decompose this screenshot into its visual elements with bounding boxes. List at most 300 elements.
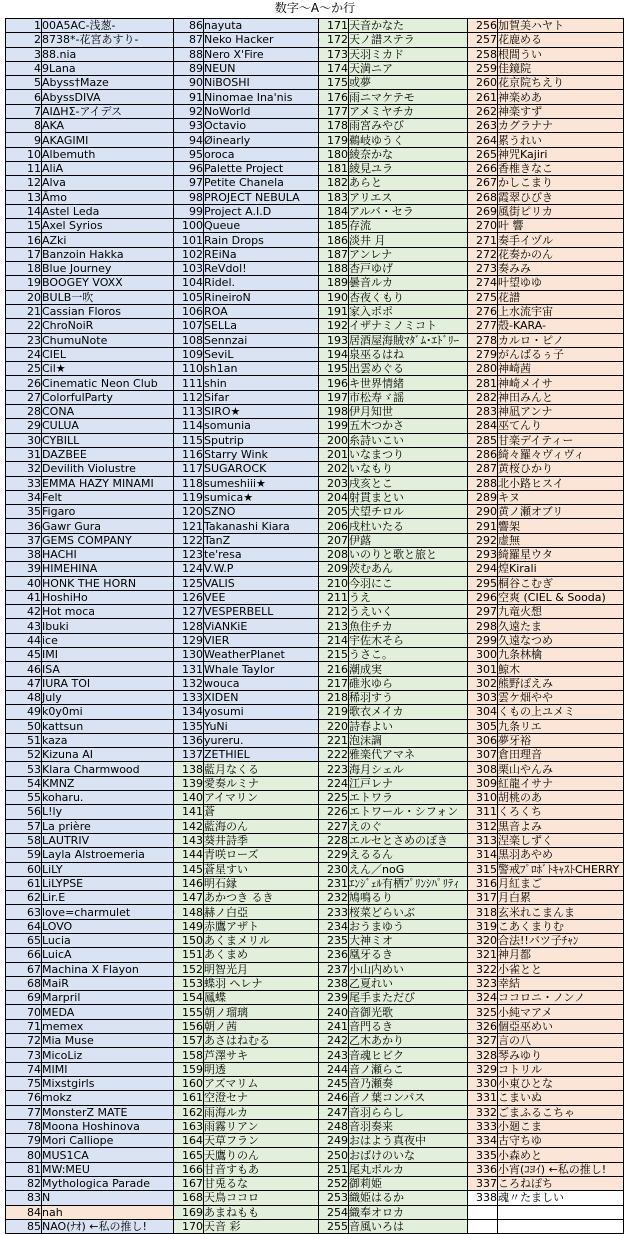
entry-name: おうまゆう xyxy=(349,919,468,933)
entry-name: Devilith Violustre xyxy=(42,462,174,476)
entry-name: 言の八 xyxy=(498,1034,624,1048)
table-row xyxy=(6,533,624,547)
entry-name: こまいぬ xyxy=(498,1091,624,1105)
entry-name: Hot moca xyxy=(42,605,174,619)
entry-name: 乙夏れい xyxy=(349,976,468,990)
entry-number: 2 xyxy=(6,33,42,47)
entry-number: 20 xyxy=(6,290,42,304)
table-row xyxy=(6,319,624,333)
table-row xyxy=(6,791,624,805)
entry-number: 73 xyxy=(6,1048,42,1062)
entry-number: 46 xyxy=(6,662,42,676)
entry-name: 小雀とと xyxy=(498,962,624,976)
entry-number: 314 xyxy=(468,848,498,862)
table-row xyxy=(6,447,624,461)
entry-number: 70 xyxy=(6,1005,42,1019)
entry-name: 叶 響 xyxy=(498,219,624,233)
entry-number: 108 xyxy=(174,333,204,347)
entry-name: 空爽 (CIEL & Sooda) xyxy=(498,590,624,604)
table-row xyxy=(6,219,624,233)
entry-number: 132 xyxy=(174,676,204,690)
entry-name: VIER xyxy=(204,633,319,647)
table-row xyxy=(6,976,624,990)
entry-number: 301 xyxy=(468,662,498,676)
entry-name: 空澄セナ xyxy=(204,1091,319,1105)
entry-name: HACHI xyxy=(42,547,174,561)
entry-name: Cinematic Neon Club xyxy=(42,376,174,390)
entry-name: 甘音すもあ xyxy=(204,1162,319,1176)
entry-number: 327 xyxy=(468,1034,498,1048)
entry-name: SELLa xyxy=(204,319,319,333)
entry-name: 朝ノ瑠璃 xyxy=(204,1005,319,1019)
entry-number: 229 xyxy=(319,848,349,862)
entry-name: VEE xyxy=(204,590,319,604)
entry-name: 奏みみ xyxy=(498,262,624,276)
table-row xyxy=(6,576,624,590)
table-row xyxy=(6,376,624,390)
entry-number: 265 xyxy=(468,147,498,161)
entry-number: 226 xyxy=(319,805,349,819)
entry-number: 3 xyxy=(6,47,42,61)
entry-name: 天鷹りのん xyxy=(204,1148,319,1162)
entry-number: 261 xyxy=(468,90,498,104)
entry-name: Cassian Floros xyxy=(42,304,174,318)
entry-name: ｴﾝｼﾞｪﾙ有栖ﾌﾟﾘﾝｼﾊﾟﾘﾃｨ xyxy=(349,876,468,890)
entry-number: 165 xyxy=(174,1148,204,1162)
entry-number: 270 xyxy=(468,219,498,233)
entry-number: 318 xyxy=(468,905,498,919)
entry-name: 上水流宇宙 xyxy=(498,304,624,318)
entry-number: 34 xyxy=(6,490,42,504)
entry-name: カルロ・ピノ xyxy=(498,333,624,347)
entry-name: 巫てんり xyxy=(498,419,624,433)
entry-name: Āmo xyxy=(42,190,174,204)
entry-number: 100 xyxy=(174,219,204,233)
entry-number: 315 xyxy=(468,862,498,876)
entry-number: 167 xyxy=(174,1177,204,1191)
entry-number: 13 xyxy=(6,190,42,204)
entry-number: 204 xyxy=(319,490,349,504)
entry-name: 花奏かのん xyxy=(498,247,624,261)
entry-name: 神楽すず xyxy=(498,104,624,118)
entry-name: 杏夜くもり xyxy=(349,290,468,304)
entry-number: 156 xyxy=(174,1019,204,1033)
entry-name: ice xyxy=(42,633,174,647)
table-row xyxy=(6,1091,624,1105)
entry-number: 125 xyxy=(174,576,204,590)
entry-name: 綺々羅々ヴィヴィ xyxy=(498,447,624,461)
entry-name: N xyxy=(42,1191,174,1205)
entry-number: 22 xyxy=(6,319,42,333)
entry-number: 87 xyxy=(174,33,204,47)
entry-name: LOVO xyxy=(42,919,174,933)
table-row xyxy=(6,733,624,747)
entry-name: Banzoin Hakka xyxy=(42,247,174,261)
entry-name: 宇佐木そら xyxy=(349,633,468,647)
entry-number: 58 xyxy=(6,833,42,847)
entry-name: Felt xyxy=(42,490,174,504)
entry-number: 101 xyxy=(174,233,204,247)
entry-number: 31 xyxy=(6,447,42,461)
entry-number: 331 xyxy=(468,1091,498,1105)
entry-name: 存流 xyxy=(349,219,468,233)
entry-number: 238 xyxy=(319,976,349,990)
entry-number: 48 xyxy=(6,690,42,704)
entry-number: 11 xyxy=(6,161,42,175)
entry-name: ΑΙΔΗΣ-アイデス xyxy=(42,104,174,118)
entry-number: 321 xyxy=(468,948,498,962)
entry-number: 36 xyxy=(6,519,42,533)
table-row xyxy=(6,147,624,161)
entry-number: 129 xyxy=(174,633,204,647)
table-row xyxy=(6,1177,624,1191)
entry-number: 26 xyxy=(6,376,42,390)
entry-name: 音門るき xyxy=(349,1019,468,1033)
entry-number: 203 xyxy=(319,476,349,490)
entry-number: 280 xyxy=(468,362,498,376)
entry-name: sumeshiii★ xyxy=(204,476,319,490)
entry-number: 96 xyxy=(174,161,204,175)
entry-number: 112 xyxy=(174,390,204,404)
entry-name: 織奉オロカ xyxy=(349,1205,468,1219)
entry-number: 80 xyxy=(6,1148,42,1162)
entry-number: 246 xyxy=(319,1091,349,1105)
entry-name: 凰牙るき xyxy=(349,948,468,962)
table-row xyxy=(6,204,624,218)
entry-number: 333 xyxy=(468,1119,498,1133)
table-row xyxy=(6,748,624,762)
entry-number: 84 xyxy=(6,1205,42,1219)
entry-name: キ世界情緒 xyxy=(349,376,468,390)
entry-number: 214 xyxy=(319,633,349,647)
table-row xyxy=(6,76,624,90)
entry-name: Moona Hoshinova xyxy=(42,1119,174,1133)
entry-name: Mythologica Parade xyxy=(42,1177,174,1191)
entry-number: 38 xyxy=(6,547,42,561)
entry-name: 神崎茜 xyxy=(498,362,624,376)
table-row xyxy=(6,547,624,561)
entry-number: 5 xyxy=(6,76,42,90)
entry-number: 147 xyxy=(174,891,204,905)
entry-name: AKAGIMI xyxy=(42,133,174,147)
entry-name: 涅楽しずく xyxy=(498,833,624,847)
entry-number: 215 xyxy=(319,648,349,662)
entry-number: 42 xyxy=(6,605,42,619)
entry-name: memex xyxy=(42,1019,174,1033)
entry-name: Palette Project xyxy=(204,161,319,175)
entry-number: 245 xyxy=(319,1076,349,1090)
entry-number: 124 xyxy=(174,562,204,576)
entry-name: 歌衣メイカ xyxy=(349,705,468,719)
entry-name: 天満ニア xyxy=(349,61,468,75)
entry-number: 194 xyxy=(319,347,349,361)
entry-number: 172 xyxy=(319,33,349,47)
entry-name: 音羽ららし xyxy=(349,1105,468,1119)
entry-name: 雅楽代アマネ xyxy=(349,748,468,762)
entry-name xyxy=(498,1205,624,1219)
entry-number: 323 xyxy=(468,976,498,990)
entry-name: 愛奏ルミナ xyxy=(204,776,319,790)
entry-name: くもの上ユメミ xyxy=(498,705,624,719)
entry-number: 278 xyxy=(468,333,498,347)
entry-name: ROA xyxy=(204,304,319,318)
table-row xyxy=(6,962,624,976)
entry-name: nayuta xyxy=(204,19,319,33)
entry-number: 289 xyxy=(468,490,498,504)
entry-number: 240 xyxy=(319,1005,349,1019)
entry-name: 甘兎るな xyxy=(204,1177,319,1191)
entry-number: 236 xyxy=(319,948,349,962)
table-row xyxy=(6,876,624,890)
entry-number: 158 xyxy=(174,1048,204,1062)
entry-number: 268 xyxy=(468,190,498,204)
entry-number: 168 xyxy=(174,1191,204,1205)
table-row xyxy=(6,119,624,133)
entry-number: 139 xyxy=(174,776,204,790)
entry-name: Mixstgirls xyxy=(42,1076,174,1090)
entry-number: 160 xyxy=(174,1076,204,1090)
entry-name: 綾見ユラ xyxy=(349,161,468,175)
entry-number: 195 xyxy=(319,362,349,376)
entry-number: 272 xyxy=(468,247,498,261)
entry-name: AZki xyxy=(42,233,174,247)
entry-name: 風街ピリカ xyxy=(498,204,624,218)
table-row xyxy=(6,133,624,147)
entry-number: 88 xyxy=(174,47,204,61)
entry-name: YuNi xyxy=(204,719,319,733)
entry-number: 32 xyxy=(6,462,42,476)
entry-number: 247 xyxy=(319,1105,349,1119)
entry-number: 93 xyxy=(174,119,204,133)
entry-number: 65 xyxy=(6,934,42,948)
table-row xyxy=(6,676,624,690)
entry-name: ZETHIEL xyxy=(204,748,319,762)
entry-number: 230 xyxy=(319,862,349,876)
entry-number: 35 xyxy=(6,505,42,519)
entry-number: 287 xyxy=(468,462,498,476)
entry-name: 黄ノ瀬オブリ xyxy=(498,505,624,519)
entry-name: 煌Kirali xyxy=(498,562,624,576)
entry-number: 179 xyxy=(319,133,349,147)
entry-number: 94 xyxy=(174,133,204,147)
entry-number: 137 xyxy=(174,748,204,762)
entry-number: 99 xyxy=(174,204,204,218)
entry-name: Rain Drops xyxy=(204,233,319,247)
entry-number: 104 xyxy=(174,276,204,290)
table-row xyxy=(6,1105,624,1119)
entry-name: ViANKiE xyxy=(204,619,319,633)
entry-name: AbyssDIVA xyxy=(42,90,174,104)
entry-name: SZNO xyxy=(204,505,319,519)
entry-name: 明透 xyxy=(204,1062,319,1076)
entry-number: 219 xyxy=(319,705,349,719)
entry-number: 200 xyxy=(319,433,349,447)
entry-name: 音御光歌 xyxy=(349,1005,468,1019)
entry-number: 143 xyxy=(174,833,204,847)
entry-name: 合法!!バツ子ﾁｬﾝ xyxy=(498,934,624,948)
table-row xyxy=(6,948,624,962)
entry-number: 150 xyxy=(174,934,204,948)
entry-number: 198 xyxy=(319,405,349,419)
entry-name: 射貫まとい xyxy=(349,490,468,504)
table-row xyxy=(6,619,624,633)
entry-name: がんばるぅ子 xyxy=(498,347,624,361)
entry-name: VALIS xyxy=(204,576,319,590)
entry-name: 詩春よい xyxy=(349,719,468,733)
entry-name: 8738*-花宮あすり- xyxy=(42,33,174,47)
entry-number: 110 xyxy=(174,362,204,376)
entry-number: 306 xyxy=(468,733,498,747)
entry-number: 244 xyxy=(319,1062,349,1076)
entry-name: nah xyxy=(42,1205,174,1219)
entry-name: somunia xyxy=(204,419,319,433)
entry-number: 210 xyxy=(319,576,349,590)
table-row xyxy=(6,290,624,304)
entry-number: 283 xyxy=(468,405,498,419)
entry-name: 綾奈かな xyxy=(349,147,468,161)
entry-name: アルバ・セラ xyxy=(349,204,468,218)
entry-number: 69 xyxy=(6,991,42,1005)
entry-number: 254 xyxy=(319,1205,349,1219)
entry-name: 鳳蝶 xyxy=(204,991,319,1005)
entry-name: 出雲めぐる xyxy=(349,362,468,376)
entry-number: 337 xyxy=(468,1177,498,1191)
entry-number: 19 xyxy=(6,276,42,290)
entry-number: 77 xyxy=(6,1105,42,1119)
entry-number: 269 xyxy=(468,204,498,218)
entry-number: 324 xyxy=(468,991,498,1005)
entry-number: 166 xyxy=(174,1162,204,1176)
entry-name: mokz xyxy=(42,1091,174,1105)
entry-number: 33 xyxy=(6,476,42,490)
entry-name: ChumuNote xyxy=(42,333,174,347)
entry-name: Lir.E xyxy=(42,891,174,905)
entry-name: LiLY xyxy=(42,862,174,876)
entry-number: 14 xyxy=(6,204,42,218)
entry-name: 蝶羽 ヘレナ xyxy=(204,976,319,990)
entry-name: あらと xyxy=(349,176,468,190)
table-row xyxy=(6,848,624,862)
entry-number: 111 xyxy=(174,376,204,390)
entry-name: July xyxy=(42,690,174,704)
entry-name: 黄桜ひかり xyxy=(498,462,624,476)
entry-name: ココロニ・ノンノ xyxy=(498,991,624,1005)
entry-name: 小廻こま xyxy=(498,1119,624,1133)
entry-name: 小純マアメ xyxy=(498,1005,624,1019)
entry-number: 259 xyxy=(468,61,498,75)
entry-number: 184 xyxy=(319,204,349,218)
entry-number: 228 xyxy=(319,833,349,847)
entry-number: 78 xyxy=(6,1119,42,1133)
entry-name: 久遠なつめ xyxy=(498,633,624,647)
entry-name: 88.nia xyxy=(42,47,174,61)
entry-name: IURA TOI xyxy=(42,676,174,690)
entry-number: 185 xyxy=(319,219,349,233)
entry-name: IMI xyxy=(42,648,174,662)
entry-number: 39 xyxy=(6,562,42,576)
entry-number: 252 xyxy=(319,1177,349,1191)
entry-name: 天音かなた xyxy=(349,19,468,33)
entry-name: MW:MEU xyxy=(42,1162,174,1176)
entry-number: 253 xyxy=(319,1191,349,1205)
table-row xyxy=(6,61,624,75)
entry-number: 191 xyxy=(319,304,349,318)
entry-number: 329 xyxy=(468,1062,498,1076)
entry-name: エトワール・シフォン xyxy=(349,805,468,819)
entry-name: Layla Alstroemeria xyxy=(42,848,174,862)
entry-number: 335 xyxy=(468,1148,498,1162)
entry-number: 309 xyxy=(468,776,498,790)
entry-number: 89 xyxy=(174,61,204,75)
entry-name: 黒羽あやめ xyxy=(498,848,624,862)
entry-number: 28 xyxy=(6,405,42,419)
entry-number: 336 xyxy=(468,1162,498,1176)
entry-number: 202 xyxy=(319,462,349,476)
entry-number: 288 xyxy=(468,476,498,490)
table-row xyxy=(6,805,624,819)
entry-number: 234 xyxy=(319,919,349,933)
table-row xyxy=(6,833,624,847)
entry-name: Sifar xyxy=(204,390,319,404)
entry-name: 五木つかさ xyxy=(349,419,468,433)
table-row xyxy=(6,1034,624,1048)
entry-name: 尾丸ポルカ xyxy=(349,1162,468,1176)
entry-name: ColorfulParty xyxy=(42,390,174,404)
entry-name: 市松寿ゞ謡 xyxy=(349,390,468,404)
entry-name: あさはねむる xyxy=(204,1034,319,1048)
entry-number: 61 xyxy=(6,876,42,890)
entry-number: 12 xyxy=(6,176,42,190)
entry-number: 221 xyxy=(319,733,349,747)
entry-name: 九竜火想 xyxy=(498,605,624,619)
entry-number: 256 xyxy=(468,19,498,33)
entry-name: 鳩鳴るり xyxy=(349,891,468,905)
entry-number: 153 xyxy=(174,976,204,990)
entry-name: oroca xyxy=(204,147,319,161)
entry-name: 藍海のん xyxy=(204,819,319,833)
entry-name: 雲ケ畑やや xyxy=(498,690,624,704)
entry-name: 天草フラン xyxy=(204,1134,319,1148)
entry-number: 169 xyxy=(174,1205,204,1219)
entry-number: 4 xyxy=(6,61,42,75)
entry-number: 74 xyxy=(6,1062,42,1076)
entry-name: カグラナナ xyxy=(498,119,624,133)
entry-name: 芦澤サキ xyxy=(204,1048,319,1062)
entry-name: 胡桃のあ xyxy=(498,791,624,805)
entry-number: 41 xyxy=(6,590,42,604)
entry-name: 神凪アンナ xyxy=(498,405,624,419)
entry-number: 107 xyxy=(174,319,204,333)
entry-number: 317 xyxy=(468,891,498,905)
entry-name: おはよう真夜中 xyxy=(349,1134,468,1148)
entry-number: 181 xyxy=(319,161,349,175)
entry-number: 57 xyxy=(6,819,42,833)
entry-name: Axel Syrios xyxy=(42,219,174,233)
entry-name: エトワラ xyxy=(349,791,468,805)
entry-number: 44 xyxy=(6,633,42,647)
entry-name: SUGAROCK xyxy=(204,462,319,476)
entry-name: Figaro xyxy=(42,505,174,519)
entry-name: 警戒ﾌﾟﾛﾎﾞﾄｷｬｽﾄCHERRY xyxy=(498,862,624,876)
entry-number: 189 xyxy=(319,276,349,290)
entry-name: HONK THE HORN xyxy=(42,576,174,590)
entry-name: Albemuth xyxy=(42,147,174,161)
entry-number: 144 xyxy=(174,848,204,862)
entry-number: 163 xyxy=(174,1119,204,1133)
entry-number: 257 xyxy=(468,33,498,47)
table-row xyxy=(6,176,624,190)
entry-number: 130 xyxy=(174,648,204,662)
